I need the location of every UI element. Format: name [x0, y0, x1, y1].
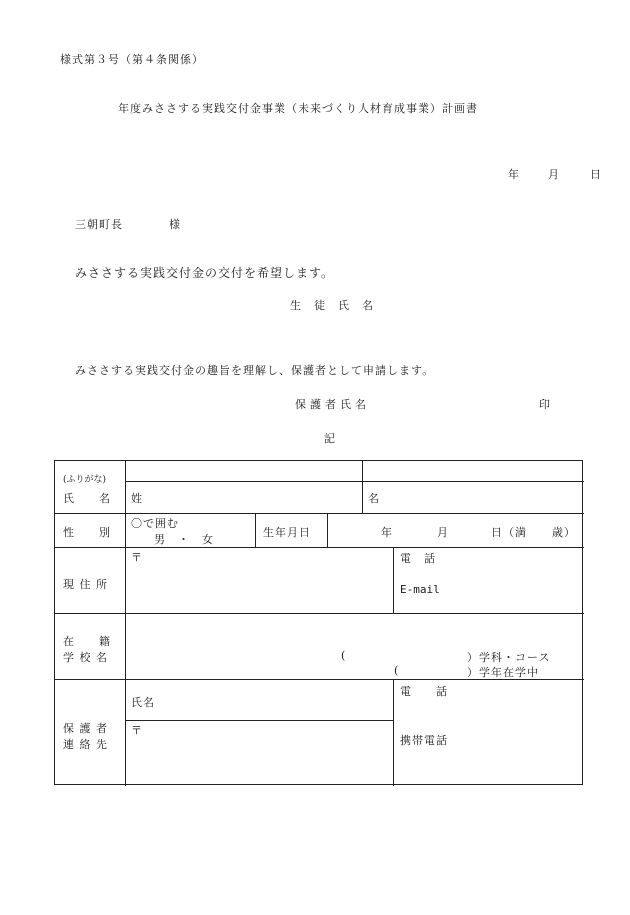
- circle-instruction: 〇で囲む: [131, 517, 179, 530]
- date-month: 月: [548, 168, 560, 181]
- guardian-name-label: 保護者氏名: [295, 398, 370, 411]
- mobile-phone-label: 携帯電話: [400, 734, 448, 747]
- date-year: 年: [508, 168, 520, 181]
- guardian-label-1: 保 護 者: [63, 722, 108, 735]
- addressee-honorific: 様: [169, 218, 181, 231]
- form-number: 様式第３号（第４条関係）: [60, 53, 204, 66]
- birthdate-label: 生年月日: [263, 526, 311, 539]
- school-label-1: 在 籍: [63, 635, 111, 648]
- application-form-table: [54, 460, 583, 785]
- guardian-postal-mark[interactable]: 〒: [131, 724, 143, 737]
- sex-options[interactable]: 男 ・ 女: [154, 533, 214, 546]
- email-label: E-mail: [400, 583, 440, 596]
- guardian-name-field[interactable]: 氏名: [131, 696, 155, 709]
- school-label-2: 学 校 名: [63, 651, 108, 664]
- addressee-name: 三朝町長: [75, 218, 123, 231]
- birthdate-day[interactable]: 日（満: [491, 526, 527, 539]
- course-paren-open: (: [341, 649, 347, 662]
- age-field[interactable]: 歳）: [552, 526, 576, 539]
- guardian-phone-label: 電 話: [400, 685, 448, 698]
- grade-paren-open: (: [394, 664, 400, 677]
- phone-label: 電 話: [400, 552, 436, 565]
- address-label: 現 住 所: [63, 578, 108, 591]
- grade-suffix: ）学年在学中: [467, 666, 539, 679]
- name-label: 氏 名: [63, 492, 111, 505]
- page-title: 年度みささする実践交付金事業（未来づくり人材育成事業）計画書: [118, 102, 478, 115]
- birthdate-year[interactable]: 年: [381, 526, 393, 539]
- statement-guardian: みささする実践交付金の趣旨を理解し、保護者として申請します。: [75, 364, 435, 377]
- seal-label: 印: [539, 398, 551, 411]
- guardian-label-2: 連 絡 先: [63, 738, 108, 751]
- ki-label: 記: [324, 432, 336, 445]
- postal-mark[interactable]: 〒: [131, 551, 143, 564]
- sex-label: 性 別: [63, 526, 111, 539]
- date-day: 日: [590, 168, 602, 181]
- student-name-label: 生 徒 氏 名: [290, 299, 374, 312]
- given-name-field[interactable]: 名: [368, 492, 380, 505]
- birthdate-month[interactable]: 月: [437, 526, 449, 539]
- surname-field[interactable]: 姓: [131, 492, 143, 505]
- course-suffix: ）学科・コース: [467, 651, 551, 664]
- furigana-label: (ふりがな): [63, 475, 107, 485]
- statement-student: みささする実践交付金の交付を希望します。: [75, 266, 335, 280]
